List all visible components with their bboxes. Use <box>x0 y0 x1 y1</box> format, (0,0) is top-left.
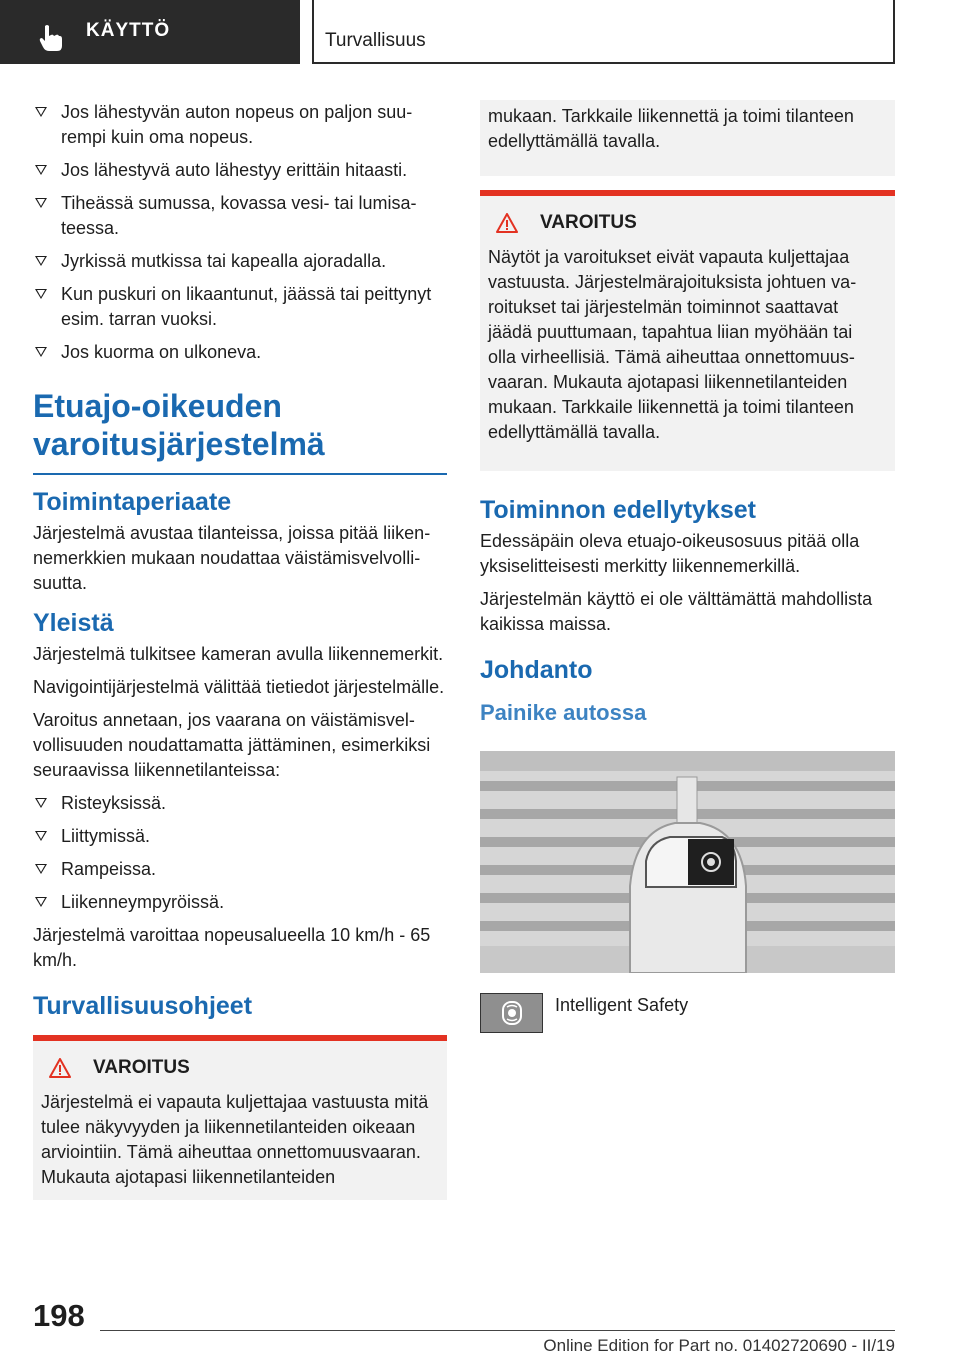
heading-safety: Turvallisuusohjeet <box>33 992 253 1020</box>
list-item: Jos lähestyvä auto lähestyy erittäin hitaasti. <box>33 158 447 183</box>
paragraph: Järjestelmä avustaa tilanteissa, joissa pitää liikennemerkkien mukaan noudattaa väistämisvelvollisuutta. <box>33 523 431 593</box>
warning-label: VAROITUS <box>93 1057 190 1078</box>
bullet-triangle-icon <box>35 165 47 175</box>
right-column <box>480 100 895 1033</box>
left-column <box>33 100 447 1200</box>
list-item: Liikenneympyröissä. <box>33 890 447 915</box>
header-divider-right <box>893 0 895 64</box>
situation-list <box>33 791 447 915</box>
list-item: Jos kuorma on ulkoneva. <box>33 340 447 365</box>
footer-rule <box>100 1330 895 1331</box>
page-title: Turvallisuus <box>325 30 426 51</box>
grille-button-photo <box>480 751 895 973</box>
condition-list <box>33 100 447 365</box>
chapter-tab <box>0 0 300 64</box>
list-item: Tiheässä sumussa, kovassa vesi- tai lumisateessa. <box>33 191 447 241</box>
heading-button: Painike autossa <box>480 700 647 725</box>
list-item: Kun puskuri on likaantunut, jäässä tai peittynyt esim. tarran vuoksi. <box>33 282 447 332</box>
heading-intro: Johdanto <box>480 656 593 684</box>
bullet-triangle-icon <box>35 107 47 117</box>
warning-continuation <box>480 100 895 176</box>
paragraph: Navigointijärjestelmä välittää tietiedot järjestelmälle. <box>33 677 445 697</box>
heading-principle: Toimintaperiaate <box>33 488 232 516</box>
bullet-triangle-icon <box>35 798 47 808</box>
bullet-triangle-icon <box>35 831 47 841</box>
bullet-triangle-icon <box>35 897 47 907</box>
page-number: 198 <box>33 1298 85 1333</box>
paragraph: Järjestelmä tulkitsee kameran avulla liikennemerkit. <box>33 644 444 664</box>
list-item: Jyrkissä mutkissa tai kapealla ajoradalla. <box>33 249 447 274</box>
warning-label: VAROITUS <box>540 212 637 233</box>
warning-triangle-icon <box>49 1058 71 1078</box>
warning-header <box>41 1055 437 1080</box>
bullet-triangle-icon <box>35 864 47 874</box>
header-underline <box>312 62 895 64</box>
edition-text: Online Edition for Part no. 01402720690 - II/19 <box>543 1336 895 1355</box>
list-item: Jos lähestyvän auton nopeus on paljon suurempi kuin oma nopeus. <box>33 100 447 150</box>
header-divider <box>312 0 314 64</box>
heading-requirements: Toiminnon edellytykset <box>480 496 756 524</box>
paragraph: Edessäpäin oleva etuajo-oikeusosuus pitää olla yksiselitteisesti merkitty liikennemerkillä. <box>480 531 860 576</box>
button-label: Intelligent Safety <box>555 995 689 1015</box>
chapter-label: KÄYTTÖ <box>86 20 171 41</box>
warning-text: Näytöt ja varoitukset eivät vapauta kuljettajaa vastuusta. Järjestelmärajoituksista johtuen varoitukset tai järjestelmän toiminnot saattavat jäädä puuttumaan, tapahtua liian myöhään tai olla virheellisiä. Tämä aiheuttaa onnettomuusvaaran. Mukauta ajotapasi liikennetilanteiden mukaan. Tarkkaile liikennettä ja toimi tilanteen edellyttämällä tavalla. <box>488 247 857 442</box>
button-legend <box>480 993 895 1033</box>
list-item: Rampeissa. <box>33 857 447 882</box>
warning-box <box>33 1035 447 1200</box>
hand-pointer-icon <box>38 24 64 52</box>
section-title: Etuajo-oikeuden varoitusjärjestelmä <box>33 387 447 475</box>
heading-general: Yleistä <box>33 609 114 637</box>
bullet-triangle-icon <box>35 198 47 208</box>
bullet-triangle-icon <box>35 289 47 299</box>
warning-header <box>488 210 885 235</box>
warning-triangle-icon <box>496 213 518 233</box>
paragraph: Järjestelmä varoittaa nopeusalueella 10 km/h - 65 km/h. <box>33 925 431 970</box>
list-item: Liittymissä. <box>33 824 447 849</box>
warning-box <box>480 190 895 471</box>
bullet-triangle-icon <box>35 256 47 266</box>
warning-text: mukaan. Tarkkaile liikennettä ja toimi tilanteen edellyttämällä tavalla. <box>488 106 854 151</box>
paragraph: Varoitus annetaan, jos vaarana on väistämisvelvollisuuden noudattamatta jättäminen, esimerkiksi seuraavissa liikennetilanteissa: <box>33 710 431 780</box>
bullet-triangle-icon <box>35 347 47 357</box>
warning-text: Järjestelmä ei vapauta kuljettajaa vastuusta mitä tulee näkyvyyden ja liikennetilanteiden oikeaan arviointiin. Tämä aiheuttaa onnettomuusvaaran. Mukauta ajotapasi liikennetilanteiden <box>41 1092 429 1187</box>
intelligent-safety-icon <box>480 993 543 1033</box>
list-item: Risteyksissä. <box>33 791 447 816</box>
paragraph: Järjestelmän käyttö ei ole välttämättä mahdollista kaikissa maissa. <box>480 589 873 634</box>
